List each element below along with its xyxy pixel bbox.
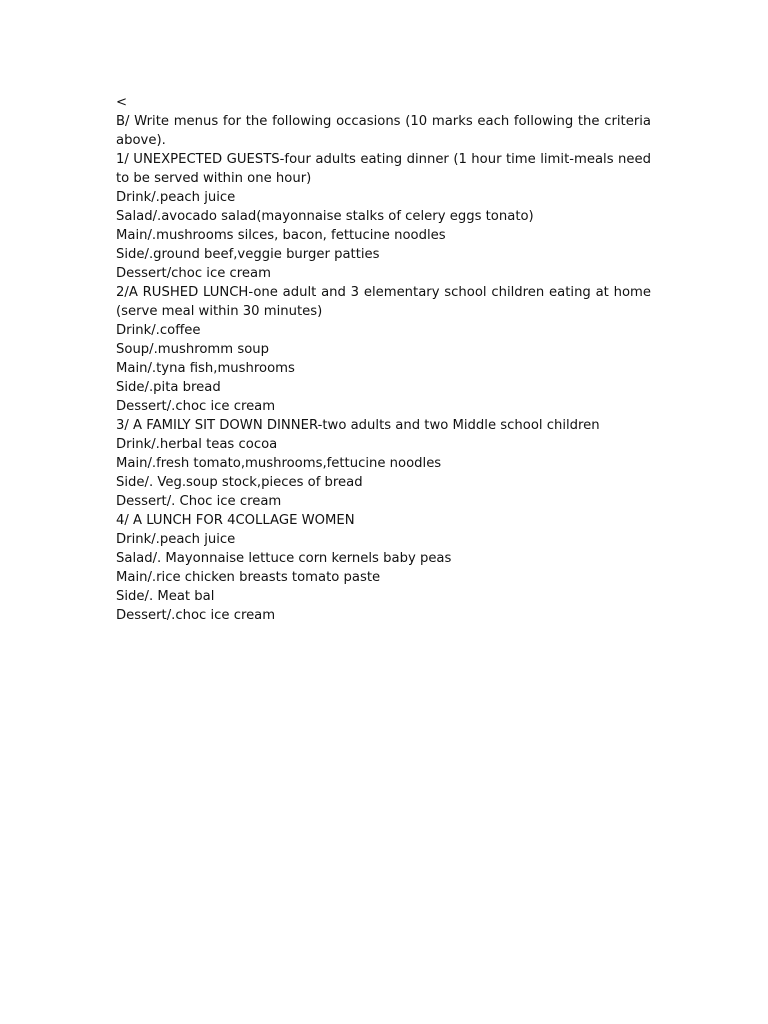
document-page (116, 93, 651, 625)
occasion-1-dessert: Dessert/choc ice cream (116, 266, 271, 281)
occasion-1-salad: Salad/.avocado salad(mayonnaise stalks of celery eggs tonato) (116, 209, 534, 224)
occasion-4-dessert: Dessert/.choc ice cream (116, 608, 276, 623)
occasion-2-heading: 2/A RUSHED LUNCH-one adult and 3 elementary school children eating at home (serve meal within 30 minutes) (116, 285, 651, 319)
occasion-4-side: Side/. Meat bal (116, 589, 215, 604)
occasion-2-main: Main/.tyna fish,mushrooms (116, 361, 295, 376)
occasion-2-soup: Soup/.mushromm soup (116, 342, 269, 357)
occasion-4-salad: Salad/. Mayonnaise lettuce corn kernels baby peas (116, 551, 452, 566)
occasion-3-heading: 3/ A FAMILY SIT DOWN DINNER-two adults and two Middle school children (116, 418, 600, 433)
instructions: B/ Write menus for the following occasions (10 marks each following the criteria above). (116, 114, 651, 148)
occasion-3-drink: Drink/.herbal teas cocoa (116, 437, 278, 452)
lead-symbol: < (116, 95, 128, 110)
occasion-3-dessert: Dessert/. Choc ice cream (116, 494, 282, 509)
occasion-3-side: Side/. Veg.soup stock,pieces of bread (116, 475, 363, 490)
occasion-2-drink: Drink/.coffee (116, 323, 201, 338)
occasion-4-drink: Drink/.peach juice (116, 532, 236, 547)
occasion-4-main: Main/.rice chicken breasts tomato paste (116, 570, 381, 585)
occasion-1-drink: Drink/.peach juice (116, 190, 236, 205)
occasion-3-main: Main/.fresh tomato,mushrooms,fettucine noodles (116, 456, 442, 471)
occasion-2-dessert: Dessert/.choc ice cream (116, 399, 276, 414)
occasion-4-heading: 4/ A LUNCH FOR 4COLLAGE WOMEN (116, 513, 355, 528)
occasion-1-heading: 1/ UNEXPECTED GUESTS-four adults eating dinner (1 hour time limit-meals need to be served within one hour) (116, 152, 651, 186)
occasion-1-main: Main/.mushrooms silces, bacon, fettucine noodles (116, 228, 446, 243)
occasion-2-side: Side/.pita bread (116, 380, 221, 395)
occasion-1-side: Side/.ground beef,veggie burger patties (116, 247, 380, 262)
